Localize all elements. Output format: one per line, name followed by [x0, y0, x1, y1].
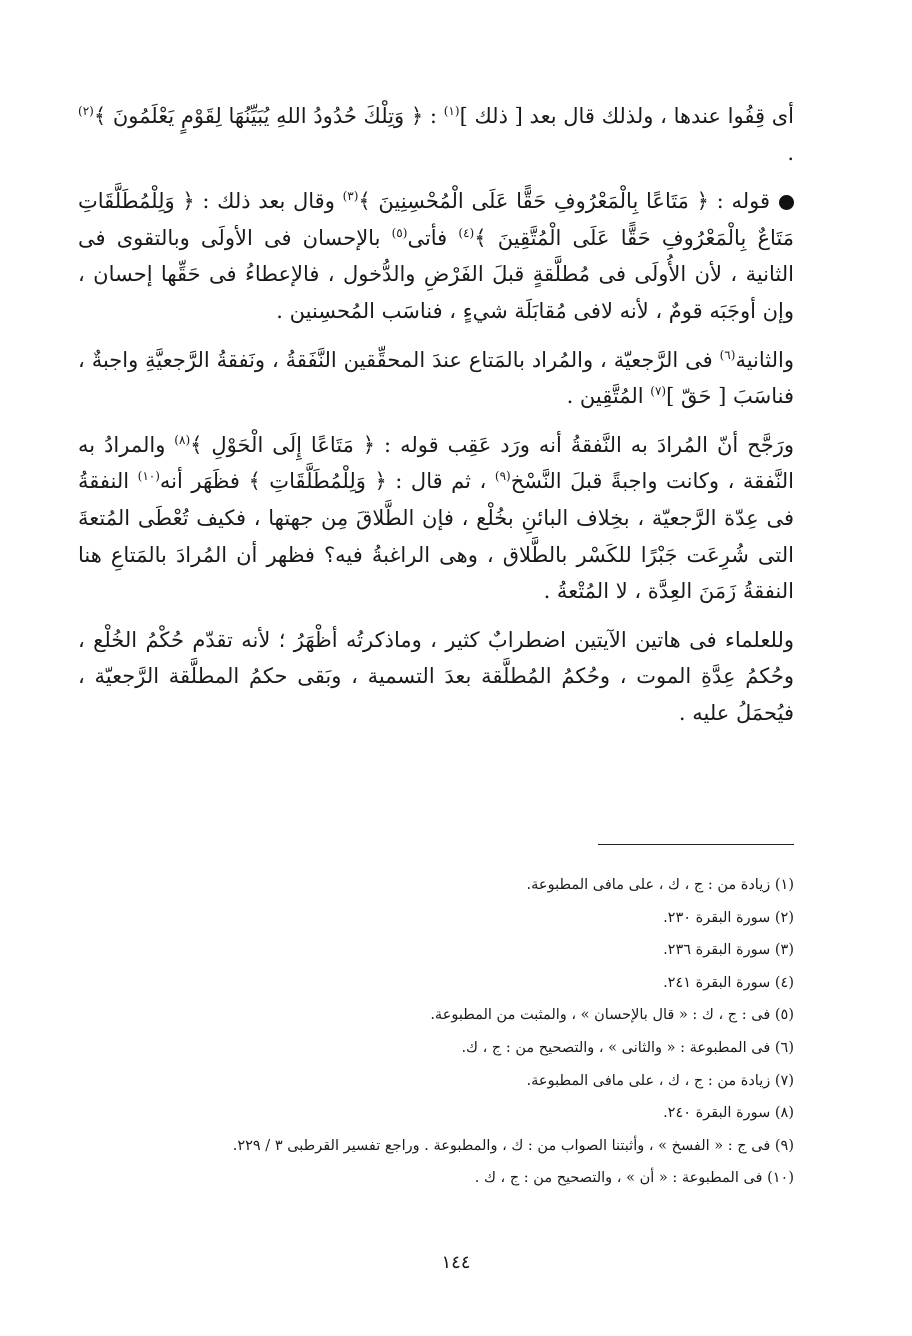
paragraph-4 [78, 427, 794, 610]
footnote-4: (٤) سورة البقرة ٢٤١. [663, 974, 794, 991]
footnotes [90, 869, 794, 1195]
footnote-ref: (٣) [342, 189, 359, 204]
footnote-10: (١٠) فى المطبوعة : « أن » ، والتصحيح من : ج ، ك . [474, 1170, 794, 1187]
footnote-2: (٢) سورة البقرة ٢٣٠. [663, 909, 794, 926]
footnote-7: (٧) زيادة من : ج ، ك ، على مافى المطبوعة. [526, 1072, 794, 1089]
paragraph-3 [78, 342, 794, 415]
footnote-ref: (١) [443, 104, 460, 118]
footnote-ref: (٧) [650, 384, 667, 399]
text-segment: والمرادُ به النَّفقة ، وكانت واجبةً قبلَ النَّسْخ [78, 432, 794, 494]
footnote-ref: (٤) [458, 225, 475, 240]
footnote-ref: (٥) [391, 225, 408, 240]
quran-verse: : ﴿ وَتِلْكَ حُدُودُ اللهِ يُبَيِّنُهَا لِقَوْمٍ يَعْلَمُونَ ﴾ [93, 104, 444, 128]
text-segment: فأتى [407, 225, 459, 250]
footnote-5: (٥) فى : ج ، ك : « قال بالإحسان » ، والمثبت من المطبوعة. [430, 1007, 794, 1024]
footnote-1: (١) زيادة من : ج ، ك ، على مافى المطبوعة. [526, 877, 794, 893]
page-number: ١٤٤ [441, 1252, 471, 1273]
text-segment: . [787, 140, 794, 165]
text-segment: بالإحسان فى الأولَى وبالتقوى فى الثانية ، لأن الأُولَى فى مُطلَّقةٍ قبلَ الفَرْضِ والدُّخول ، فالإعطاءُ فى حَقِّها إحسان ، وإن أوجَبَه قومٌ ، لأنه لافى مُقابَلَة شيءٍ ، فناسَب المُحسِنين . [78, 225, 794, 323]
quran-verse: ورَجَّح أنّ المُرادَ به النَّفقةُ أنه ورَد عَقِب قوله : ﴿ مَتَاعًا إِلَى الْحَوْلِ ﴾ [190, 432, 794, 457]
text-segment: ، ثم قال : ﴿ وَلِلْمُطَلَّقَاتِ ﴾ فظَهَر أنه [159, 469, 495, 494]
quran-verse: قوله : ﴿ مَتَاعًا بِالْمَعْرُوفِ حَقًّا عَلَى الْمُحْسِنِينَ ﴾ [358, 189, 771, 214]
paragraph-1 [78, 98, 794, 171]
text-segment: فى الرَّجعيّة ، والمُراد بالمَتاع عندَ المحقِّقين النَّفَقةُ ، ونَفقةُ الرَّجعيَّةِ واجبةٌ ، فناسَبَ [ حَقّ ] [78, 347, 794, 409]
paragraph-2 [78, 183, 794, 329]
footnote-ref: (٢) [78, 104, 94, 118]
footnote-separator [598, 844, 794, 845]
quran-verse: وقال بعد ذلك : ﴿ وَلِلْمُطَلَّقَاتِ مَتَاعٌ بِالْمَعْرُوفِ حَقًّا عَلَى الْمُتَّقِينَ ﴾ [78, 189, 794, 250]
bullet-icon [779, 195, 794, 210]
footnote-3: (٣) سورة البقرة ٢٣٦. [663, 942, 794, 959]
footnote-ref: (٦) [719, 347, 736, 362]
footnote-8: (٨) سورة البقرة ٢٤٠. [663, 1105, 794, 1122]
text-segment: المُتَّقِين . [566, 384, 651, 409]
footnote-ref: (٩) [494, 469, 511, 484]
footnote-9: (٩) فى ج : « الفسخ » ، وأثبتنا الصواب من : ك ، والمطبوعة . وراجع تفسير القرطبى ٣ / ٢٢٩. [232, 1137, 794, 1154]
paragraph-5: وللعلماء فى هاتين الآيتين اضطرابٌ كثير ، وماذكرتُه أظْهَرُ ؛ لأنه تقدّم حُكْمُ الخُلْع ، وحُكمُ عِدَّةِ الموت ، وحُكمُ المُطلَّقة بعدَ التسمية ، وبَقى حكمُ المطلَّقة الرَّجعيّة ، فيُحمَلُ عليه . [78, 627, 794, 725]
main-text [78, 98, 794, 744]
footnote-ref: (٨) [174, 432, 191, 447]
text-segment: أى قِفُوا عندها ، ولذلك قال بعد [ ذلك ] [459, 104, 794, 128]
text-segment: النفقةُ فى عِدّة الرَّجعيّة ، بخِلاف البائنِ بخُلْع ، فإن الطَّلاقَ مِن جهتها ، فكيف تُعْطَى المُتعةَ التى شُرِعَت جَبْرًا للكَسْر بالطَّلاق ، وهى الراغبةُ فيه؟ فظهر أن المُرادَ بالمَتاعِ هنا النفقةُ زَمَنَ العِدَّة ، لا المُتْعةُ . [78, 469, 794, 604]
text-segment: والثانية [735, 347, 794, 372]
footnote-ref: (١٠) [137, 469, 160, 484]
footnote-6: (٦) فى المطبوعة : « والثانى » ، والتصحيح من : ج ، ك. [461, 1039, 794, 1056]
